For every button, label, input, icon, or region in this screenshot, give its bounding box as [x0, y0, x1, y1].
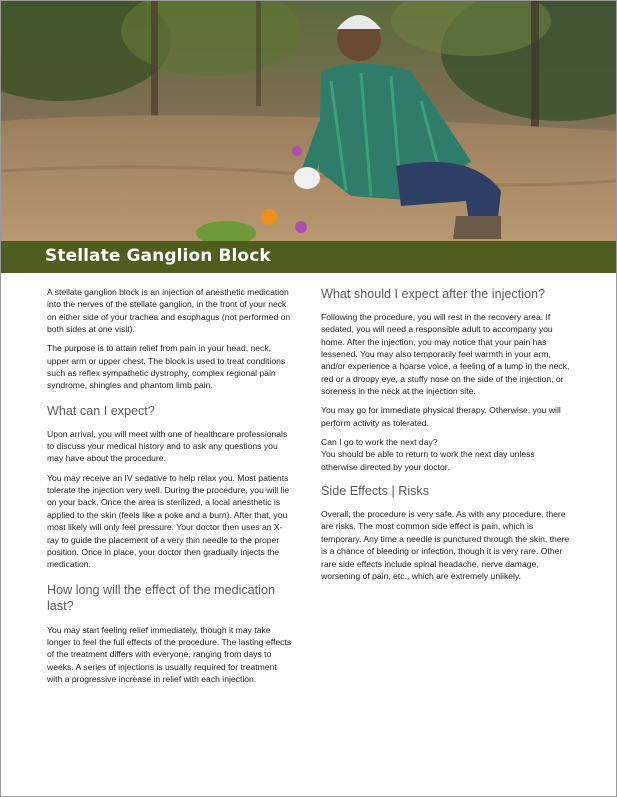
work-question: Can I go to work the next day?	[321, 437, 438, 448]
heading-after-injection: What should I expect after the injection?	[321, 287, 546, 301]
after-paragraph-2: You may go for immediate physical therapy. Otherwise, you will perform activity as tolerated.	[321, 405, 561, 428]
heading-side-effects: Side Effects | Risks	[321, 484, 430, 499]
right-column	[321, 286, 571, 589]
expect-paragraph-1: Upon arrival, you will meet with one of healthcare professionals to discuss your medical history and to ask any questions you may have about the procedure.	[47, 428, 288, 464]
effect-paragraph-1: You may start feeling relief immediately, though it may take longer to feel the full effects of the procedure. The lasting effects of the treatment differs with everyone, ranging from days to weeks. A series of injections is usually required for treatment with a progressive increase in relief with each injection.	[47, 624, 292, 684]
left-column	[47, 286, 292, 692]
title-band	[1, 241, 616, 273]
work-question-answer	[321, 436, 571, 473]
heading-what-can-i-expect: What can I expect?	[47, 403, 155, 418]
expect-paragraph-2: You may receive an IV sedative to help relax you. Most patients tolerate the injection very well. During the procedure, you will lie on your back. Once the area is sterilized, a local anesthetic is applied to the skin (feels like a poke and a burn). After that, you most likely will only feel pressure. Your doctor then uses an X-ray to guide the placement of a very thin needle to the proper position. Once in place, your doctor then gradually injects the medication.	[47, 472, 290, 570]
document-title: Stellate Ganglion Block	[45, 246, 271, 266]
heading-how-long-effect: How long will the effect of the medication last?	[47, 582, 275, 613]
work-answer: You should be able to return to work the next day unless otherwise directed by your doctor.	[321, 449, 535, 472]
intro-paragraph-2: The purpose is to attain relief from pain in your head, neck, upper arm or upper chest. The block is used to treat conditions such as reflex sympathetic dystrophy, complex regional pain syndrome, shingles and phantom limb pain.	[47, 343, 286, 391]
intro-paragraph-1: A stellate ganglion block is an injection of anesthetic medication into the nerves of the stellate ganglion, in the front of your neck on either side of your trachea and esophagus (not performed on both sides at one visit).	[47, 287, 291, 335]
gardening-photo-illustration	[1, 1, 616, 241]
hero-photo	[1, 1, 616, 241]
side-effects-paragraph: Overall, the procedure is very safe. As with any procedure, there are risks. The most common side effect is pain, which is temporary. Any time a needle is punctured through the skin, there is a chance of bleeding or infection, though it is very rare. Other rare side effects include spinal headache, nerve damage, worsening of pain, etc., which are extremely unlikely.	[321, 509, 570, 581]
after-paragraph-1: Following the procedure, you will rest in the recovery area. If sedated, you will need a responsible adult to accompany you home. After the injection, you may notice that your pain has lessened. You may also temporarily feel warmth in your arm, and/or experience a hoarse voice, a feeling of a lump in the neck, red or a droopy eye, a stuffy nose on the side of the injection, or soreness in the neck at the injection site.	[321, 312, 570, 397]
